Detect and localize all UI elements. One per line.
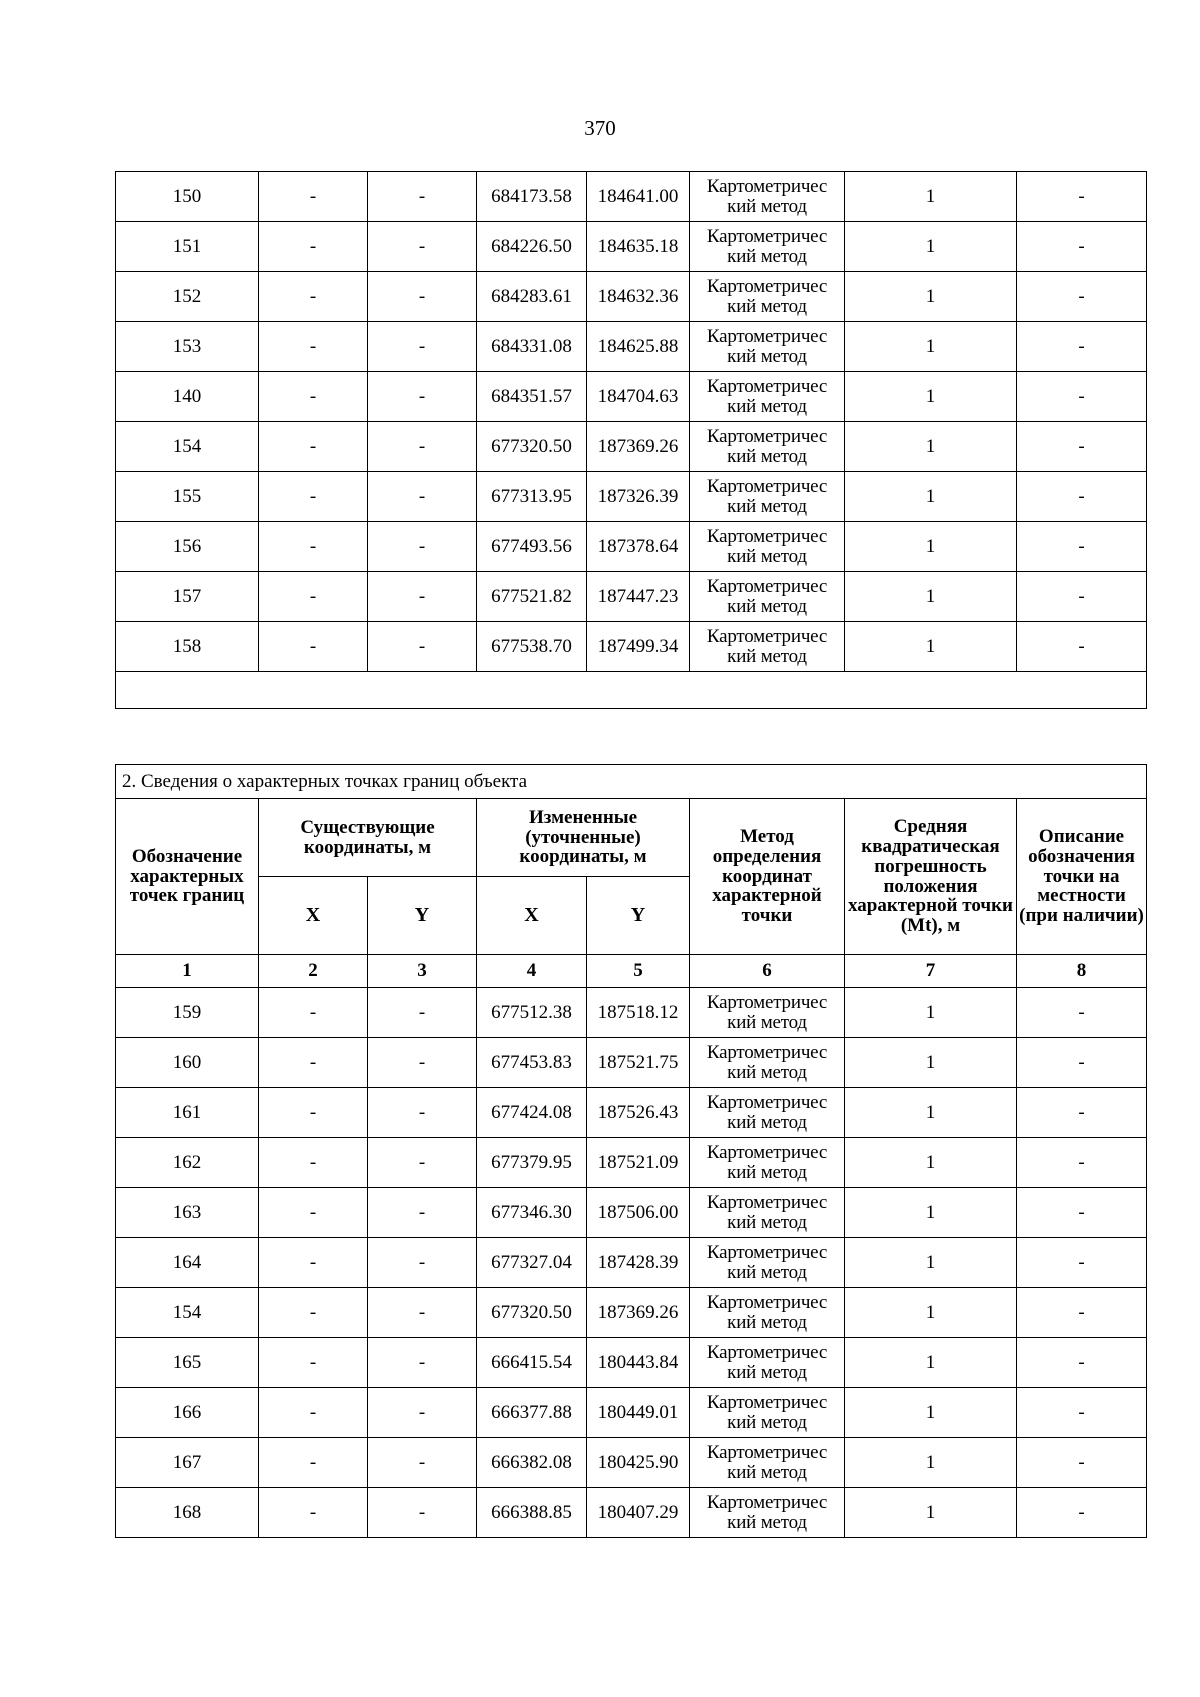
- method-line1: Картометричес: [706, 625, 828, 647]
- changed-y-cell: 184704.63: [587, 372, 690, 422]
- table-row: [116, 172, 1147, 222]
- mean-error-cell: 1: [845, 222, 1017, 272]
- existing-x-cell: -: [259, 622, 368, 672]
- table-row: [116, 1488, 1147, 1538]
- table-row: [116, 622, 1147, 672]
- method-line1: Картометричес: [706, 1041, 828, 1063]
- description-cell: -: [1017, 1438, 1147, 1488]
- method-cell: [690, 572, 845, 622]
- mean-error-cell: 1: [845, 1338, 1017, 1388]
- changed-y-cell: 187506.00: [587, 1188, 690, 1238]
- changed-x-cell: 684351.57: [477, 372, 587, 422]
- description-cell: -: [1017, 622, 1147, 672]
- column-number: 5: [587, 955, 690, 988]
- existing-y-cell: -: [368, 572, 477, 622]
- empty-cell: [116, 672, 1147, 709]
- changed-x-cell: 677313.95: [477, 472, 587, 522]
- method-line2: кий метод: [727, 1011, 807, 1033]
- existing-x-cell: -: [259, 572, 368, 622]
- changed-y-cell: 180443.84: [587, 1338, 690, 1388]
- point-cell: 153: [116, 322, 259, 372]
- method-cell: [690, 1388, 845, 1438]
- header-changed-coordinates: Измененные (уточненные) координаты, м: [477, 799, 690, 877]
- description-cell: -: [1017, 988, 1147, 1038]
- method-cell: [690, 272, 845, 322]
- method-line2: кий метод: [727, 1161, 807, 1183]
- method-cell: [690, 1488, 845, 1538]
- table2-body: [116, 988, 1147, 1538]
- point-cell: 164: [116, 1238, 259, 1288]
- table-row: [116, 322, 1147, 372]
- method-line1: Картометричес: [706, 1391, 828, 1413]
- existing-x-cell: -: [259, 472, 368, 522]
- mean-error-cell: 1: [845, 572, 1017, 622]
- header-changed-x: X: [477, 877, 587, 955]
- changed-y-cell: 184625.88: [587, 322, 690, 372]
- method-line1: Картометричес: [706, 325, 828, 347]
- column-number: 4: [477, 955, 587, 988]
- table-row: [116, 522, 1147, 572]
- table-row: [116, 472, 1147, 522]
- boundary-points-table: [115, 764, 1147, 1538]
- existing-x-cell: -: [259, 1438, 368, 1488]
- table-row: [116, 1238, 1147, 1288]
- description-cell: -: [1017, 1038, 1147, 1088]
- header-existing-coordinates: Существующие координаты, м: [259, 799, 477, 877]
- method-line2: кий метод: [727, 645, 807, 667]
- changed-x-cell: 666377.88: [477, 1388, 587, 1438]
- mean-error-cell: 1: [845, 272, 1017, 322]
- changed-y-cell: 184635.18: [587, 222, 690, 272]
- mean-error-cell: 1: [845, 1388, 1017, 1438]
- method-cell: [690, 1188, 845, 1238]
- point-cell: 154: [116, 422, 259, 472]
- changed-y-cell: 184641.00: [587, 172, 690, 222]
- changed-x-cell: 684331.08: [477, 322, 587, 372]
- header-description: Описание обозначения точки на местности (при наличии): [1017, 799, 1147, 955]
- existing-x-cell: -: [259, 1288, 368, 1338]
- method-line1: Картометричес: [706, 991, 828, 1013]
- page-number: 370: [584, 116, 616, 140]
- existing-y-cell: -: [368, 1038, 477, 1088]
- table-row: [116, 1088, 1147, 1138]
- description-cell: -: [1017, 422, 1147, 472]
- existing-y-cell: -: [368, 1388, 477, 1438]
- method-line2: кий метод: [727, 1411, 807, 1433]
- existing-y-cell: -: [368, 988, 477, 1038]
- mean-error-cell: 1: [845, 1138, 1017, 1188]
- header-changed-y: Y: [587, 877, 690, 955]
- description-cell: -: [1017, 1188, 1147, 1238]
- changed-y-cell: 184632.36: [587, 272, 690, 322]
- method-cell: [690, 1238, 845, 1288]
- method-cell: [690, 322, 845, 372]
- existing-y-cell: -: [368, 1288, 477, 1338]
- column-number: 6: [690, 955, 845, 988]
- existing-y-cell: -: [368, 1488, 477, 1538]
- changed-x-cell: 677424.08: [477, 1088, 587, 1138]
- changed-y-cell: 187526.43: [587, 1088, 690, 1138]
- existing-y-cell: -: [368, 1188, 477, 1238]
- changed-x-cell: 666382.08: [477, 1438, 587, 1488]
- method-cell: [690, 472, 845, 522]
- table-row: [116, 1288, 1147, 1338]
- existing-y-cell: -: [368, 1338, 477, 1388]
- point-cell: 161: [116, 1088, 259, 1138]
- description-cell: -: [1017, 522, 1147, 572]
- mean-error-cell: 1: [845, 422, 1017, 472]
- method-cell: [690, 1288, 845, 1338]
- mean-error-cell: 1: [845, 1438, 1017, 1488]
- existing-x-cell: -: [259, 1088, 368, 1138]
- method-cell: [690, 522, 845, 572]
- existing-y-cell: -: [368, 472, 477, 522]
- existing-x-cell: -: [259, 522, 368, 572]
- changed-y-cell: 187369.26: [587, 1288, 690, 1338]
- table-row: [116, 572, 1147, 622]
- table-row: [116, 222, 1147, 272]
- table-row: [116, 372, 1147, 422]
- changed-y-cell: 187428.39: [587, 1238, 690, 1288]
- method-cell: [690, 422, 845, 472]
- method-cell: [690, 1088, 845, 1138]
- existing-y-cell: -: [368, 322, 477, 372]
- method-cell: [690, 1438, 845, 1488]
- method-line1: Картометричес: [706, 1341, 828, 1363]
- existing-y-cell: -: [368, 1438, 477, 1488]
- method-line1: Картометричес: [706, 1191, 828, 1213]
- column-number: 7: [845, 955, 1017, 988]
- table-caption: 2. Сведения о характерных точках границ объекта: [116, 765, 1147, 799]
- changed-x-cell: 684173.58: [477, 172, 587, 222]
- mean-error-cell: 1: [845, 522, 1017, 572]
- changed-x-cell: 666388.85: [477, 1488, 587, 1538]
- existing-y-cell: -: [368, 1088, 477, 1138]
- method-line2: кий метод: [727, 1061, 807, 1083]
- changed-y-cell: 187447.23: [587, 572, 690, 622]
- mean-error-cell: 1: [845, 1088, 1017, 1138]
- existing-x-cell: -: [259, 422, 368, 472]
- method-cell: [690, 1138, 845, 1188]
- method-line2: кий метод: [727, 345, 807, 367]
- method-line1: Картометричес: [706, 525, 828, 547]
- mean-error-cell: 1: [845, 622, 1017, 672]
- description-cell: -: [1017, 1238, 1147, 1288]
- header-existing-y: Y: [368, 877, 477, 955]
- existing-y-cell: -: [368, 222, 477, 272]
- mean-error-cell: 1: [845, 472, 1017, 522]
- method-line2: кий метод: [727, 545, 807, 567]
- method-cell: [690, 222, 845, 272]
- point-cell: 140: [116, 372, 259, 422]
- method-line1: Картометричес: [706, 575, 828, 597]
- point-cell: 159: [116, 988, 259, 1038]
- method-line1: Картометричес: [706, 425, 828, 447]
- method-line2: кий метод: [727, 395, 807, 417]
- description-cell: -: [1017, 472, 1147, 522]
- method-cell: [690, 1338, 845, 1388]
- method-line2: кий метод: [727, 245, 807, 267]
- method-line2: кий метод: [727, 1111, 807, 1133]
- description-cell: -: [1017, 572, 1147, 622]
- point-cell: 156: [116, 522, 259, 572]
- method-line2: кий метод: [727, 1261, 807, 1283]
- table-row: [116, 1438, 1147, 1488]
- mean-error-cell: 1: [845, 322, 1017, 372]
- point-cell: 154: [116, 1288, 259, 1338]
- mean-error-cell: 1: [845, 372, 1017, 422]
- method-line2: кий метод: [727, 1461, 807, 1483]
- table-row: [116, 1138, 1147, 1188]
- existing-x-cell: -: [259, 1188, 368, 1238]
- changed-x-cell: 677320.50: [477, 422, 587, 472]
- existing-x-cell: -: [259, 322, 368, 372]
- method-line1: Картометричес: [706, 1091, 828, 1113]
- method-cell: [690, 172, 845, 222]
- description-cell: -: [1017, 1088, 1147, 1138]
- method-line2: кий метод: [727, 445, 807, 467]
- changed-y-cell: 187518.12: [587, 988, 690, 1038]
- method-cell: [690, 988, 845, 1038]
- method-line1: Картометричес: [706, 175, 828, 197]
- changed-x-cell: 677379.95: [477, 1138, 587, 1188]
- table-row: [116, 1388, 1147, 1438]
- changed-x-cell: 677320.50: [477, 1288, 587, 1338]
- method-line2: кий метод: [727, 1511, 807, 1533]
- existing-x-cell: -: [259, 272, 368, 322]
- table-row: [116, 1038, 1147, 1088]
- method-line1: Картометричес: [706, 1141, 828, 1163]
- mean-error-cell: 1: [845, 988, 1017, 1038]
- description-cell: -: [1017, 172, 1147, 222]
- column-number: 2: [259, 955, 368, 988]
- changed-x-cell: 677521.82: [477, 572, 587, 622]
- method-line1: Картометричес: [706, 475, 828, 497]
- changed-x-cell: 677538.70: [477, 622, 587, 672]
- existing-y-cell: -: [368, 272, 477, 322]
- description-cell: -: [1017, 372, 1147, 422]
- empty-row: [116, 672, 1147, 709]
- existing-x-cell: -: [259, 372, 368, 422]
- changed-x-cell: 677346.30: [477, 1188, 587, 1238]
- header-mean-error: Средняя квадратическая погрешность положения характерной точки (Mt), м: [845, 799, 1017, 955]
- changed-x-cell: 677493.56: [477, 522, 587, 572]
- point-cell: 167: [116, 1438, 259, 1488]
- table-row: [116, 1338, 1147, 1388]
- coordinates-table-continued: [115, 171, 1147, 709]
- changed-y-cell: 180407.29: [587, 1488, 690, 1538]
- method-line1: Картометричес: [706, 375, 828, 397]
- point-cell: 162: [116, 1138, 259, 1188]
- method-line1: Картометричес: [706, 1491, 828, 1513]
- header-existing-x: X: [259, 877, 368, 955]
- existing-y-cell: -: [368, 172, 477, 222]
- point-cell: 157: [116, 572, 259, 622]
- point-cell: 151: [116, 222, 259, 272]
- method-line2: кий метод: [727, 295, 807, 317]
- column-number: 3: [368, 955, 477, 988]
- description-cell: -: [1017, 322, 1147, 372]
- table1-body: [116, 172, 1147, 709]
- changed-y-cell: 187369.26: [587, 422, 690, 472]
- method-line1: Картометричес: [706, 1241, 828, 1263]
- method-cell: [690, 622, 845, 672]
- mean-error-cell: 1: [845, 1238, 1017, 1288]
- method-line1: Картометричес: [706, 275, 828, 297]
- existing-x-cell: -: [259, 1338, 368, 1388]
- existing-x-cell: -: [259, 1388, 368, 1438]
- column-number: 8: [1017, 955, 1147, 988]
- description-cell: -: [1017, 1138, 1147, 1188]
- changed-y-cell: 187521.75: [587, 1038, 690, 1088]
- changed-x-cell: 666415.54: [477, 1338, 587, 1388]
- existing-y-cell: -: [368, 422, 477, 472]
- method-line2: кий метод: [727, 1311, 807, 1333]
- changed-y-cell: 187326.39: [587, 472, 690, 522]
- method-line2: кий метод: [727, 1361, 807, 1383]
- point-cell: 152: [116, 272, 259, 322]
- existing-x-cell: -: [259, 1138, 368, 1188]
- point-cell: 166: [116, 1388, 259, 1438]
- point-cell: 163: [116, 1188, 259, 1238]
- method-line2: кий метод: [727, 195, 807, 217]
- existing-x-cell: -: [259, 1238, 368, 1288]
- changed-x-cell: 677453.83: [477, 1038, 587, 1088]
- table-row: [116, 988, 1147, 1038]
- mean-error-cell: 1: [845, 172, 1017, 222]
- existing-y-cell: -: [368, 372, 477, 422]
- header-point-designation: Обозначение характерных точек границ: [116, 799, 259, 955]
- existing-x-cell: -: [259, 988, 368, 1038]
- mean-error-cell: 1: [845, 1488, 1017, 1538]
- changed-x-cell: 684283.61: [477, 272, 587, 322]
- existing-x-cell: -: [259, 1488, 368, 1538]
- mean-error-cell: 1: [845, 1188, 1017, 1238]
- method-line1: Картометричес: [706, 1291, 828, 1313]
- existing-y-cell: -: [368, 1238, 477, 1288]
- description-cell: -: [1017, 272, 1147, 322]
- existing-y-cell: -: [368, 622, 477, 672]
- method-line2: кий метод: [727, 595, 807, 617]
- existing-y-cell: -: [368, 522, 477, 572]
- mean-error-cell: 1: [845, 1288, 1017, 1338]
- method-line1: Картометричес: [706, 225, 828, 247]
- method-cell: [690, 1038, 845, 1088]
- point-cell: 150: [116, 172, 259, 222]
- method-line2: кий метод: [727, 1211, 807, 1233]
- point-cell: 158: [116, 622, 259, 672]
- existing-x-cell: -: [259, 1038, 368, 1088]
- description-cell: -: [1017, 1288, 1147, 1338]
- point-cell: 155: [116, 472, 259, 522]
- point-cell: 168: [116, 1488, 259, 1538]
- existing-x-cell: -: [259, 222, 368, 272]
- changed-y-cell: 187378.64: [587, 522, 690, 572]
- changed-y-cell: 187499.34: [587, 622, 690, 672]
- existing-x-cell: -: [259, 172, 368, 222]
- table-row: [116, 422, 1147, 472]
- description-cell: -: [1017, 1388, 1147, 1438]
- changed-x-cell: 677512.38: [477, 988, 587, 1038]
- changed-y-cell: 180425.90: [587, 1438, 690, 1488]
- changed-x-cell: 684226.50: [477, 222, 587, 272]
- point-cell: 160: [116, 1038, 259, 1088]
- description-cell: -: [1017, 1338, 1147, 1388]
- method-line1: Картометричес: [706, 1441, 828, 1463]
- table-row: [116, 1188, 1147, 1238]
- description-cell: -: [1017, 1488, 1147, 1538]
- column-number: 1: [116, 955, 259, 988]
- existing-y-cell: -: [368, 1138, 477, 1188]
- changed-x-cell: 677327.04: [477, 1238, 587, 1288]
- changed-y-cell: 187521.09: [587, 1138, 690, 1188]
- method-cell: [690, 372, 845, 422]
- point-cell: 165: [116, 1338, 259, 1388]
- method-line2: кий метод: [727, 495, 807, 517]
- header-method: Метод определения координат характерной точки: [690, 799, 845, 955]
- mean-error-cell: 1: [845, 1038, 1017, 1088]
- description-cell: -: [1017, 222, 1147, 272]
- table-row: [116, 272, 1147, 322]
- changed-y-cell: 180449.01: [587, 1388, 690, 1438]
